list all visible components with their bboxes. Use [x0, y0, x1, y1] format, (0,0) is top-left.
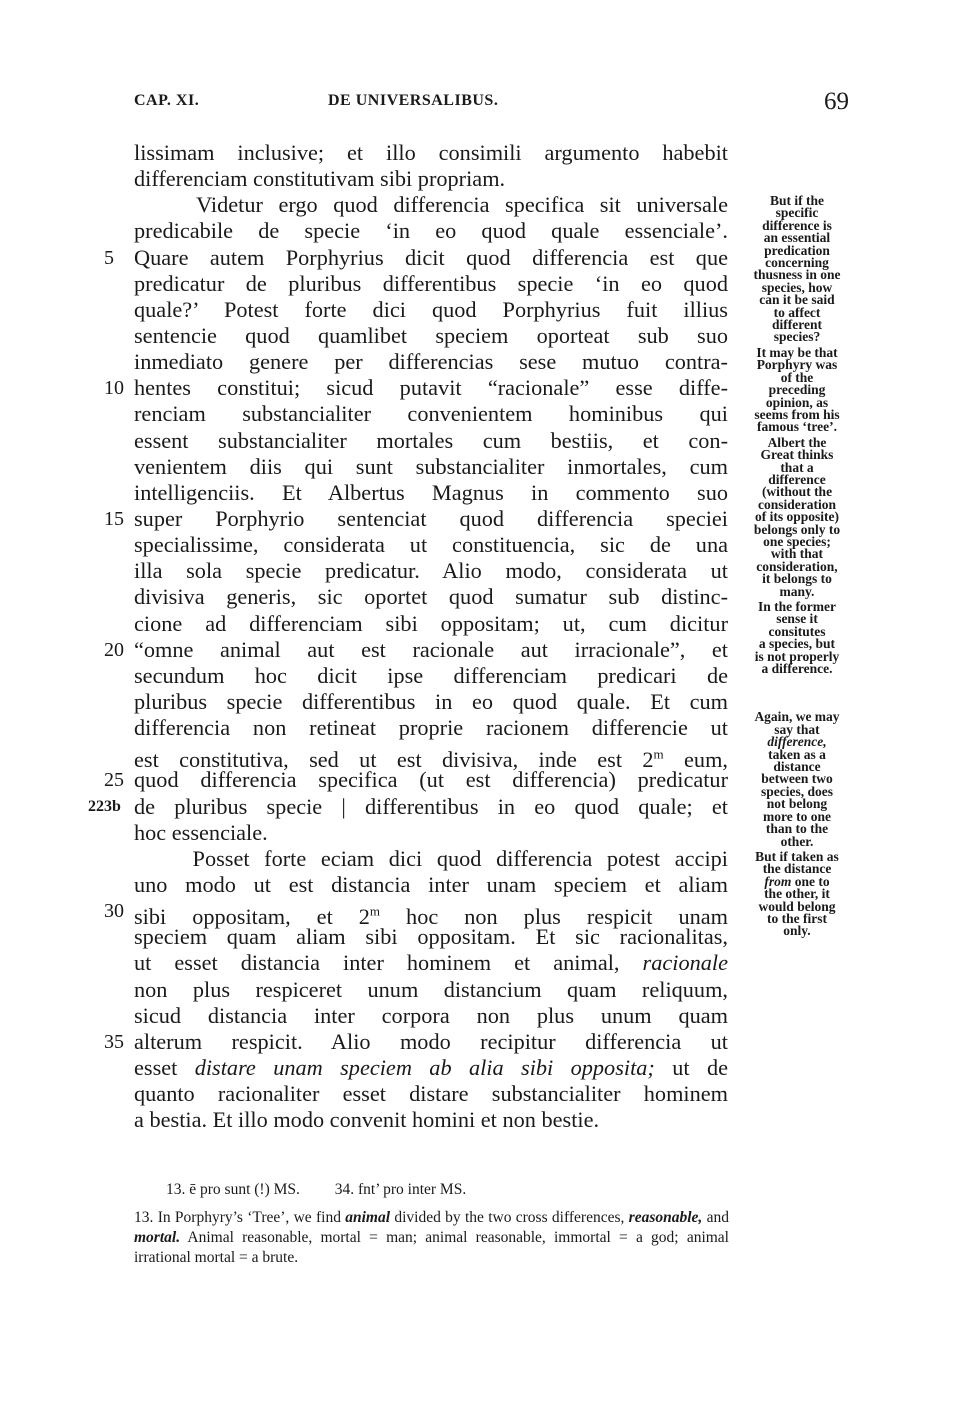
margin-note-line: more to one	[763, 808, 831, 824]
margin-note-line: difference	[768, 471, 826, 487]
margin-note-line: an essential	[763, 230, 831, 246]
margin-note-line: of the	[780, 369, 814, 385]
text-line	[104, 244, 728, 271]
text-line	[88, 793, 728, 820]
margin-note-line: Albert the	[767, 434, 827, 450]
margin-note	[730, 848, 864, 939]
line-text: sentencie quod quamlibet speciem oporteat sub suo	[134, 322, 728, 348]
line-text: divisiva generis, sic oportet quod sumatur sub distinc-	[134, 584, 728, 610]
margin-note-line: from one to	[764, 873, 830, 889]
text-line	[134, 428, 728, 454]
line-text: speciem quam aliam sibi oppositam. Et sic racionalitas,	[134, 924, 728, 950]
text-line	[134, 480, 728, 506]
page-number: 69	[824, 88, 849, 115]
line-text: venientem diis qui sunt substancialiter inmortales, cum	[134, 453, 728, 479]
footnote	[134, 1208, 729, 1268]
text-line	[134, 820, 728, 846]
line-text: intelligenciis. Et Albertus Magnus in commento suo	[134, 479, 728, 505]
margin-note-line: opinion, as	[765, 394, 829, 410]
margin-note-line: famous ‘tree’.	[757, 419, 837, 435]
footnote-text: In Porphyry’s ‘Tree’, we find animal divided by the two cross differences, reasonable, and mortal. Animal reasonable, mortal = man; animal reasonable, immortal = a god; animal irrational mortal = a brute.	[134, 1209, 729, 1266]
margin-note-line: distance	[773, 759, 821, 775]
text-line	[134, 663, 728, 689]
margin-note-line: sense it	[776, 611, 818, 627]
line-text: quale?’ Potest forte dici quod Porphyrius fuit illius	[134, 296, 728, 322]
text-line	[134, 349, 728, 375]
text-line	[134, 584, 728, 610]
margin-note-line: In the former	[758, 599, 836, 614]
line-text: renciam substancialiter convenientem hominibus qui	[134, 401, 728, 427]
line-text: Posset forte eciam dici quod differencia potest accipi	[134, 845, 728, 871]
margin-note	[730, 601, 864, 675]
margin-note-line: one species;	[763, 533, 831, 549]
margin-note-line: seems from his	[754, 406, 840, 422]
line-text: quanto racionaliter esset distare substancialiter hominem	[134, 1081, 728, 1107]
line-text: sicud distancia inter corpora non plus unum quam	[134, 1002, 728, 1028]
text-line	[134, 401, 728, 427]
margin-note-line: (without the	[761, 484, 833, 500]
text-line	[134, 741, 728, 772]
text-line	[134, 558, 728, 584]
line-text: Quare autem Porphyrius dicit quod differencia est que	[134, 244, 728, 270]
margin-note	[730, 195, 864, 344]
text-line	[134, 715, 728, 741]
line-text: inmediato genere per differencias sese mutuo contra-	[134, 349, 728, 375]
text-line	[134, 1055, 728, 1081]
margin-note-line: many.	[779, 583, 815, 599]
margin-note-line: difference,	[767, 734, 827, 750]
line-number: 20	[104, 638, 124, 661]
text-line	[134, 166, 728, 192]
footnote-number: 13.	[134, 1209, 154, 1226]
text-line	[134, 192, 728, 218]
line-text: essent substancialiter mortales cum bestiis, et con-	[134, 427, 728, 453]
chapter-label: CAP. XI.	[134, 92, 200, 109]
running-header	[134, 88, 849, 118]
line-text: “omne animal aut est racionale aut irracionale”, et	[134, 636, 728, 662]
marginal-notes	[730, 195, 864, 938]
line-text: a bestia. Et illo modo convenit homini et non bestie.	[134, 1107, 600, 1133]
line-text: esset distare unam speciem ab alia sibi opposita; ut de	[134, 1054, 728, 1080]
line-number: 15	[104, 507, 124, 530]
margin-note-line: say that	[774, 721, 820, 737]
margin-note-line: with that	[770, 546, 824, 562]
margin-note-line: taken as a	[768, 746, 826, 762]
text-line	[134, 872, 728, 898]
margin-note-line: consideration	[757, 496, 836, 512]
running-title: DE UNIVERSALIBUS.	[328, 92, 499, 109]
margin-note	[730, 434, 864, 599]
margin-note-line: Again, we may	[754, 709, 840, 725]
margin-note-line: not belong	[766, 796, 828, 812]
line-text: ut esset distancia inter hominem et animal, racionale	[134, 950, 728, 976]
line-text: specialissime, considerata ut constituencia, sic de una	[134, 532, 728, 558]
margin-note-line: species, how	[761, 279, 833, 295]
line-text: differencia non retineat proprie racionem differencie ut	[134, 715, 728, 741]
margin-note-line: species, does	[761, 783, 833, 799]
text-line	[134, 323, 728, 349]
margin-note-line: preceding	[768, 382, 826, 398]
line-text: est constitutiva, sed ut est divisiva, inde est 2$^m$ eum,	[134, 746, 728, 772]
margin-note-line: a difference.	[761, 661, 833, 677]
text-line	[134, 297, 728, 323]
line-number: 35	[104, 1030, 124, 1053]
margin-note-line: the other, it	[764, 886, 830, 902]
margin-note-line: thusness in one	[753, 267, 841, 283]
line-text: differenciam constitutivam sibi propriam.	[134, 166, 506, 192]
line-text: quod differencia specifica (ut est differencia) predicatur	[134, 767, 728, 793]
line-number: 10	[104, 377, 124, 400]
text-line	[134, 611, 728, 637]
text-line	[104, 375, 728, 401]
text-line	[134, 1081, 728, 1107]
line-text: pluribus specie differentibus in eo quod quale. Et cum	[134, 688, 728, 714]
margin-note-line: it belongs to	[762, 571, 832, 587]
text-line	[104, 898, 728, 929]
line-number: 5	[104, 246, 114, 269]
margin-note-line: But if the	[770, 193, 824, 208]
text-line	[134, 218, 728, 244]
margin-note-line: a species, but	[758, 636, 836, 652]
margin-note-line: other.	[780, 833, 814, 849]
text-line	[104, 505, 728, 532]
margin-note-line: But if taken as	[755, 848, 839, 864]
margin-note-line: is not properly	[754, 648, 840, 664]
margin-note-line: It may be that	[756, 344, 838, 360]
margin-note-line: consideration,	[756, 558, 838, 574]
line-text: Videtur ergo quod differencia specifica sit universale	[134, 192, 728, 218]
margin-note-line: species?	[773, 329, 821, 345]
margin-note-line: Porphyry was	[756, 357, 838, 373]
line-text: non plus respiceret unum distancium quam reliquum,	[134, 976, 728, 1002]
text-line	[134, 532, 728, 558]
line-text: predicatur de pluribus differentibus specie ‘in eo quod	[134, 270, 728, 296]
margin-note-line: of its opposite)	[755, 509, 839, 525]
text-line	[104, 767, 728, 793]
line-number: 30	[104, 900, 124, 923]
line-text: sibi oppositam, et 2$^m$ hoc non plus respicit unam	[134, 903, 728, 929]
margin-note-line: can it be said	[759, 292, 835, 308]
line-text: lissimam inclusive; et illo consimili argumento habebit	[134, 140, 728, 165]
text-line	[134, 1003, 728, 1029]
margin-note-line: different	[772, 317, 822, 333]
margin-note-line: concerning	[765, 255, 829, 271]
line-text: uno modo ut est distancia inter unam speciem et aliam	[134, 871, 728, 897]
margin-note-line: to affect	[773, 304, 821, 320]
text-line	[104, 636, 728, 663]
margin-note	[730, 344, 864, 435]
margin-note-line: only.	[783, 923, 811, 939]
text-line	[134, 977, 728, 1003]
critical-apparatus: 13. ē pro sunt (!) MS. 34. fnt’ pro inter MS.	[166, 1181, 467, 1198]
margin-note-line: the distance	[762, 861, 832, 877]
line-text: hentes constitui; sicud putavit “racionale” esse diffe-	[134, 375, 728, 401]
text-line	[134, 924, 728, 950]
margin-note-line: than to the	[765, 821, 829, 837]
margin-note-line: consitutes	[768, 623, 826, 639]
text-line	[134, 1107, 728, 1133]
margin-note-line: between two	[761, 771, 833, 787]
line-text: illa sola specie predicatur. Alio modo, considerata ut	[134, 558, 728, 584]
margin-note-line: Great thinks	[760, 447, 834, 463]
margin-note-line: specific	[775, 205, 819, 221]
text-line	[134, 271, 728, 297]
line-text: hoc essenciale.	[134, 819, 268, 845]
margin-note-line: to the first	[767, 910, 827, 926]
line-text: super Porphyrio sentenciat quod differencia speciei	[134, 505, 728, 531]
text-line	[134, 846, 728, 872]
margin-note-line: would belong	[758, 898, 836, 914]
margin-note	[730, 711, 864, 847]
main-text	[88, 140, 728, 1133]
text-line	[134, 689, 728, 715]
text-line	[134, 140, 728, 166]
folio-marker: 223b	[88, 797, 121, 815]
line-text: alterum respicit. Alio modo recipitur differencia ut	[134, 1028, 728, 1054]
margin-note-line: belongs only to	[753, 521, 841, 537]
line-number: 25	[104, 769, 124, 792]
text-line	[134, 950, 728, 976]
margin-note-line: predication	[764, 242, 830, 258]
margin-note-line: difference is	[762, 217, 832, 233]
text-line	[134, 454, 728, 480]
line-text: secundum hoc dicit ipse differenciam predicari de	[134, 662, 728, 688]
line-text: predicabile de specie ‘in eo quod quale essenciale’.	[134, 218, 728, 244]
text-line	[104, 1028, 728, 1055]
line-text: cione ad differenciam sibi oppositam; ut, cum dicitur	[134, 610, 728, 636]
margin-note-line: that a	[780, 459, 814, 475]
line-text: de pluribus specie | differentibus in eo quod quale; et	[134, 793, 728, 819]
